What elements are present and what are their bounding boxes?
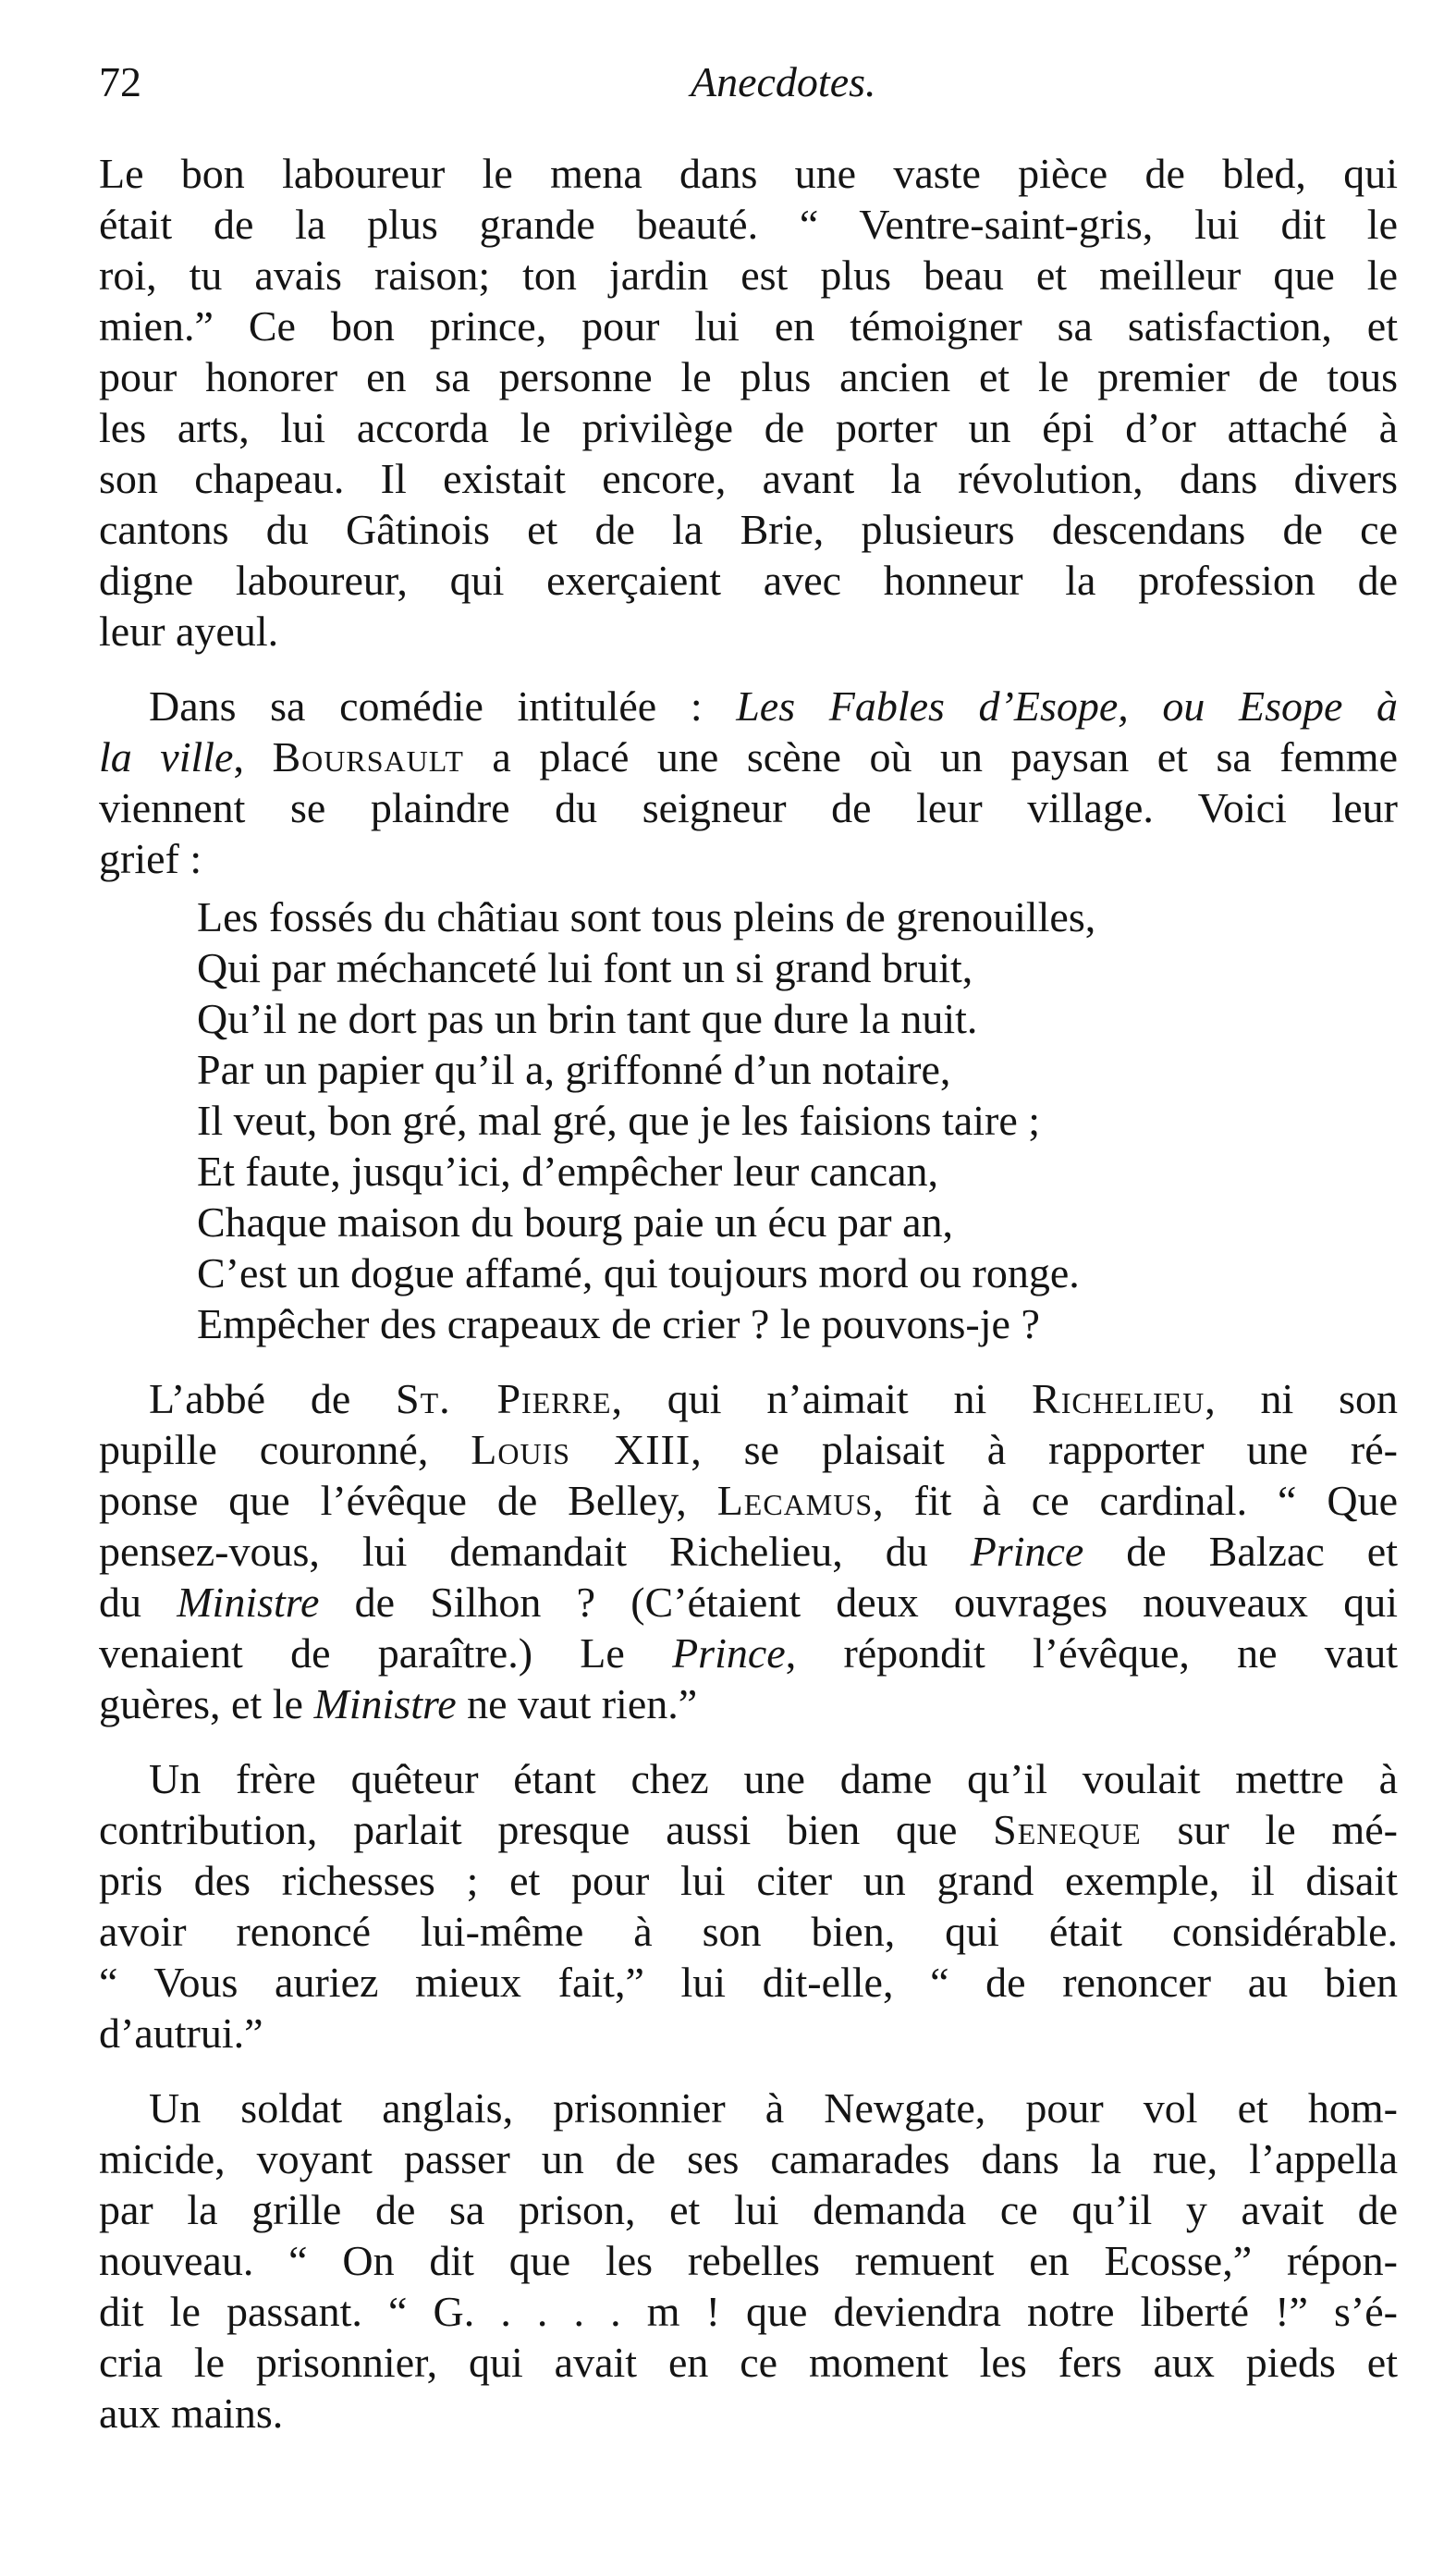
book-title: Ministre: [177, 1579, 320, 1626]
verse-line: Il veut, bon gré, mal gré, que je les faisions taire ;: [197, 1097, 1041, 1144]
body-text: [99, 148, 1398, 2439]
text-line: les arts, lui accorda le privilège de porter un épi d’or attaché à: [99, 404, 1398, 451]
book-title: Prince: [970, 1528, 1084, 1575]
text-line: leur ayeul.: [99, 608, 279, 655]
text-line: digne laboureur, qui exerçaient avec honneur la profession de: [99, 557, 1398, 604]
verse-line: Qu’il ne dort pas un brin tant que dure la nuit.: [197, 995, 978, 1042]
text-line: [99, 681, 1398, 731]
text-line: [99, 1678, 1398, 1729]
text-run: pensez-vous, lui demandait Richelieu, du: [99, 1528, 971, 1575]
text-run: Dans sa comédie intitulée :: [149, 682, 737, 730]
text-line: roi, tu avais raison; ton jardin est plus beau et meilleur que le: [99, 252, 1398, 299]
running-title: Anecdotes.: [691, 58, 876, 105]
paragraph-richelieu: [99, 1373, 1398, 1729]
text-run: , se plaisait à rapporter une ré-: [691, 1426, 1398, 1473]
text-line: cantons du Gâtinois et de la Brie, plusieurs descendans de ce: [99, 506, 1398, 553]
text-line: Un frère quêteur étant chez une dame qu’il voulait mettre à: [149, 1755, 1398, 1802]
text-line: [99, 1526, 1398, 1577]
text-run: ,: [233, 733, 273, 780]
verse-block: [197, 891, 1398, 1349]
text-line: [99, 1577, 1398, 1628]
verse-line: Par un papier qu’il a, griffonné d’un notaire,: [197, 1046, 951, 1093]
author-name: Boursault: [272, 733, 464, 780]
text-line: d’autrui.”: [99, 2009, 263, 2057]
paragraph-boursault: [99, 681, 1398, 884]
play-title: Les Fables d’Esope, ou Esope à: [736, 682, 1398, 730]
page-header: [99, 57, 1398, 122]
verse-line: Et faute, jusqu’ici, d’empêcher leur cancan,: [197, 1148, 939, 1195]
text-run: ponse que l’évêque de Belley,: [99, 1477, 717, 1524]
text-run: de Balzac et: [1083, 1528, 1398, 1575]
text-line: [99, 1424, 1398, 1475]
text-line: [99, 1804, 1398, 1855]
verse-line: Chaque maison du bourg paie un écu par an,: [197, 1198, 953, 1246]
book-title: Prince: [672, 1629, 786, 1677]
text-run: de Silhon ? (C’étaient deux ouvrages nouveaux qui: [319, 1579, 1399, 1626]
text-line: cria le prisonnier, qui avait en ce moment les fers aux pieds et: [99, 2339, 1398, 2386]
text-line: [99, 1373, 1398, 1424]
text-line: viennent se plaindre du seigneur de leur village. Voici leur: [99, 784, 1398, 831]
text-run: , répondit l’évêque, ne vaut: [785, 1629, 1398, 1677]
text-line: grief :: [99, 835, 202, 882]
text-run: , qui n’aimait ni: [611, 1375, 1033, 1422]
text-run: , fit à ce cardinal. “ Que: [873, 1477, 1398, 1524]
paragraph-soldat-anglais: [99, 2083, 1398, 2439]
text-run: , ni son: [1205, 1375, 1398, 1422]
verse-line: Empêcher des crapeaux de crier ? le pouvons-je ?: [197, 1300, 1040, 1347]
text-line: par la grille de sa prison, et lui demanda ce qu’il y avait de: [99, 2186, 1398, 2233]
text-line: pris des richesses ; et pour lui citer un grand exemple, il disait: [99, 1857, 1398, 1904]
person-name: Seneque: [993, 1806, 1142, 1853]
text-run: pupille couronné,: [99, 1426, 471, 1473]
text-line: Un soldat anglais, prisonnier à Newgate, pour vol et hom-: [149, 2084, 1398, 2132]
paragraph-frere-queteur: [99, 1753, 1398, 2058]
text-line: pour honorer en sa personne le plus ancien et le premier de tous: [99, 353, 1398, 400]
paragraph-laboureur: [99, 148, 1398, 657]
verse-line: C’est un dogue affamé, qui toujours mord ou ronge.: [197, 1249, 1080, 1296]
text-run: contribution, parlait presque aussi bien que: [99, 1806, 994, 1853]
person-name: Richelieu: [1032, 1375, 1205, 1422]
verse-line: Les fossés du châtiau sont tous pleins de grenouilles,: [197, 893, 1096, 940]
play-title-end: la ville: [99, 733, 234, 780]
text-line: nouveau. “ On dit que les rebelles remuent en Ecosse,” répon-: [99, 2237, 1398, 2284]
text-line: [99, 1475, 1398, 1526]
text-run: guères, et le: [99, 1680, 314, 1727]
book-title: Ministre: [313, 1680, 457, 1727]
text-run: sur le mé-: [1141, 1806, 1398, 1853]
text-line: micide, voyant passer un de ses camarades dans la rue, l’appella: [99, 2135, 1398, 2182]
person-name: St. Pierre: [396, 1375, 612, 1422]
person-name: Lecamus: [716, 1477, 874, 1524]
text-run: venaient de paraître.) Le: [99, 1629, 673, 1677]
text-run: L’abbé de: [149, 1375, 397, 1422]
person-name: Louis XIII: [471, 1426, 691, 1473]
text-line: dit le passant. “ G. . . . . m ! que deviendra notre liberté !” s’é-: [99, 2288, 1398, 2335]
text-line: était de la plus grande beauté. “ Ventre-saint-gris, lui dit le: [99, 201, 1398, 248]
text-run: a placé une scène où un paysan et sa femme: [463, 733, 1398, 780]
text-line: [99, 1628, 1398, 1678]
text-run: ne vaut rien.”: [456, 1680, 698, 1727]
text-line: “ Vous auriez mieux fait,” lui dit-elle, “ de renoncer au bien: [99, 1959, 1398, 2006]
text-line: [99, 731, 1398, 782]
text-line: avoir renoncé lui-même à son bien, qui était considérable.: [99, 1908, 1398, 1955]
text-run: du: [99, 1579, 177, 1626]
verse-line: Qui par méchanceté lui font un si grand bruit,: [197, 944, 973, 991]
text-line: Le bon laboureur le mena dans une vaste pièce de bled, qui: [99, 150, 1398, 197]
text-line: aux mains.: [99, 2390, 284, 2437]
text-line: son chapeau. Il existait encore, avant la révolution, dans divers: [99, 455, 1398, 502]
text-line: mien.” Ce bon prince, pour lui en témoigner sa satisfaction, et: [99, 302, 1398, 350]
page-number: 72: [99, 58, 141, 105]
